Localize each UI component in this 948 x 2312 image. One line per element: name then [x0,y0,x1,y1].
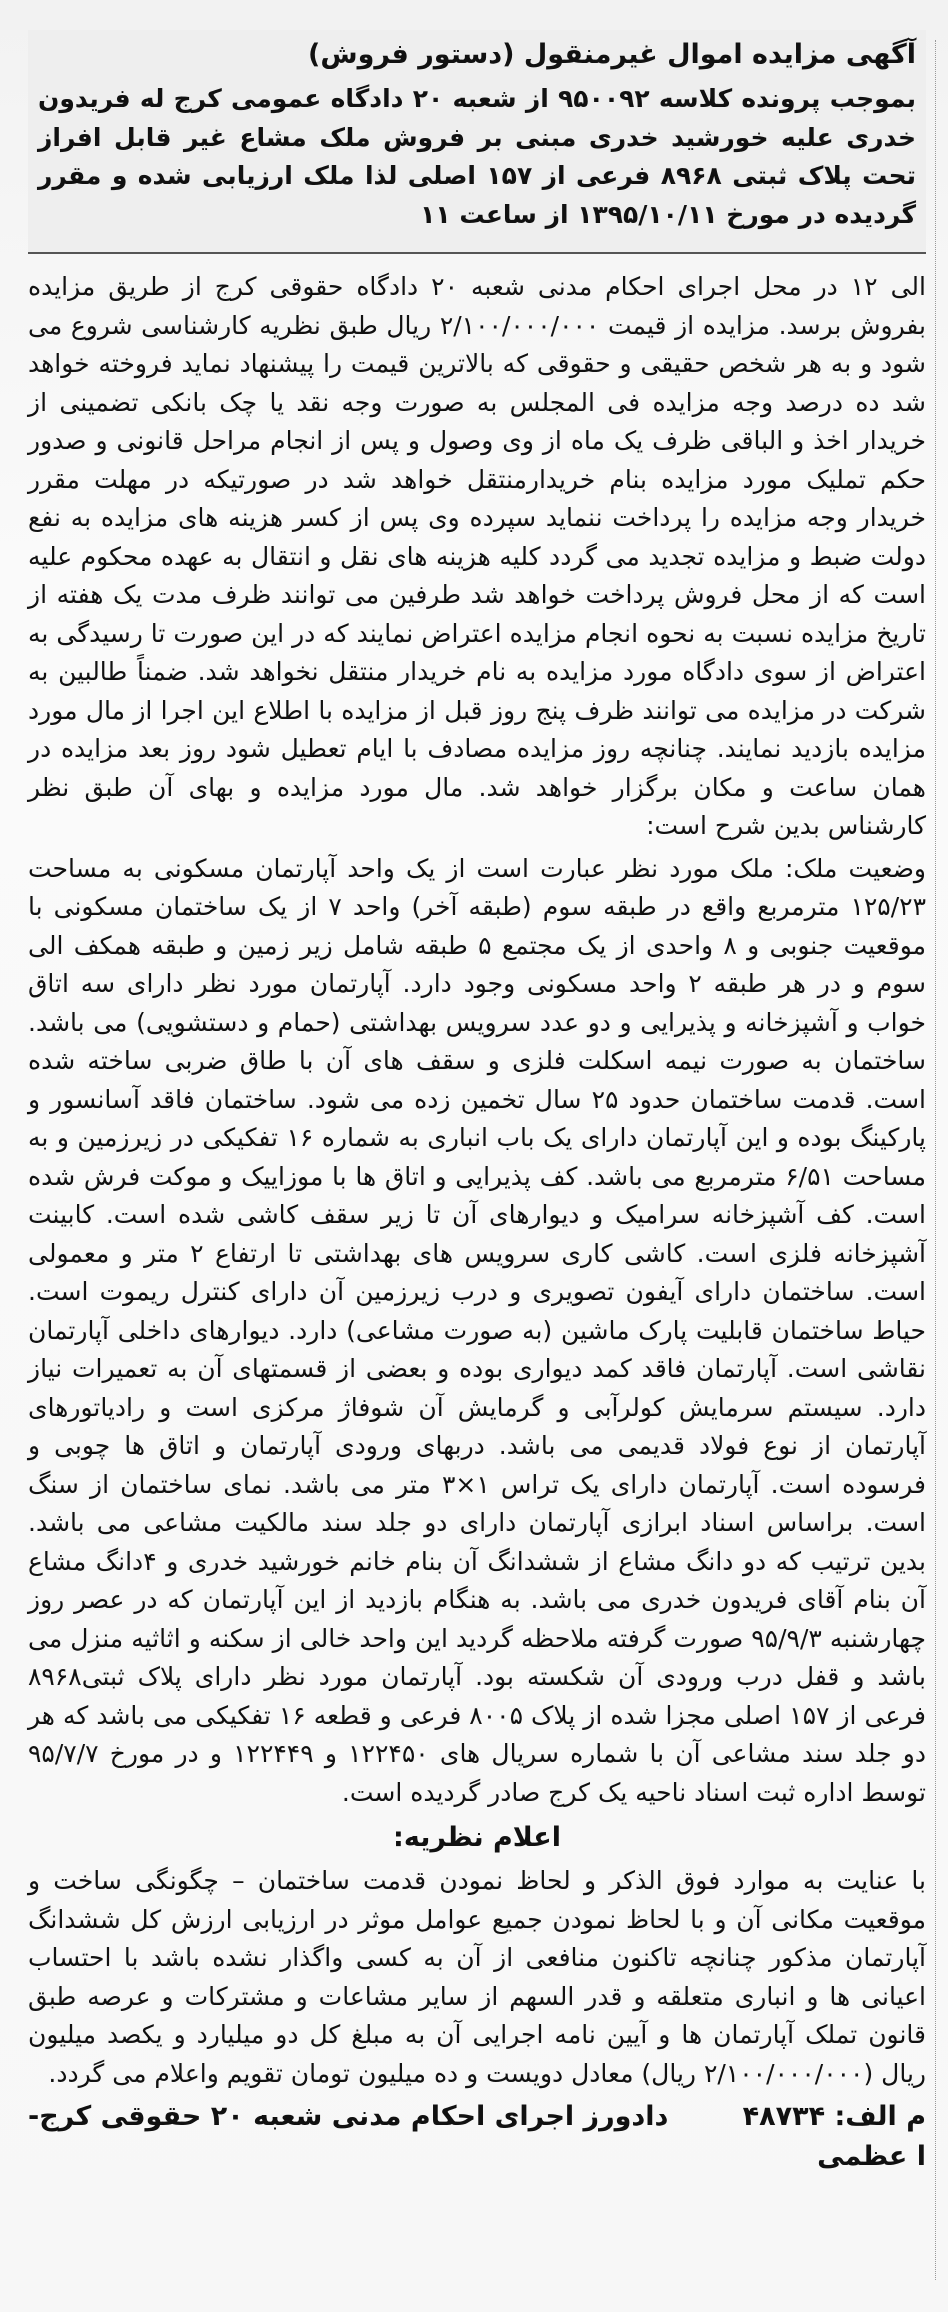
auction-terms: الی ۱۲ در محل اجرای احکام مدنی شعبه ۲۰ دادگاه حقوقی کرج از طریق مزایده بفروش برسد. مزایده از قیمت ۲/۱۰۰/۰۰۰/۰۰۰ ریال طبق نظریه کارشناسی شروع می شود و به هر شخص حقیقی و حقوقی که بالاترین قیمت را پیشنهاد نماید فروخته خواهد شد ده درصد وجه مزایده فی المجلس به صورت وجه نقد یا چک بانکی تضمینی از خریدار اخذ و الباقی ظرف یک ماه از وی وصول و پس از انجام مراحل قانونی و صدور حکم تملیک مورد مزایده بنام خریدارمنتقل خواهد شد در صورتیکه در مهلت مقرر خریدار وجه مزایده را پرداخت ننماید سپرده وی پس از کسر هزینه های مزایده به نفع دولت ضبط و مزایده تجدید می گردد کلیه هزینه های نقل و انتقال به عهده محکوم علیه است که از محل فروش پرداخت خواهد شد طرفین می توانند ظرف مدت یک هفته از تاریخ مزایده نسبت به نحوه انجام مزایده اعتراض نمایند که در این صورت تا رسیدگی به اعتراض از سوی دادگاه مورد مزایده به نام خریدار منتقل نخواهد شد. ضمناً طالبین به شرکت در مزایده می توانند ظرف پنج روز قبل از مزایده با اطلاع این اجرا از مال مورد مزایده بازدید نمایند. چنانچه روز مزایده مصادف با ایام تعطیل شود روز بعد مزایده در همان ساعت و مکان برگزار خواهد شد. مال مورد مزایده و بهای آن طبق نظر کارشناس بدین شرح است: [28,272,926,840]
notice-footer [28,2097,926,2137]
notice-code: م الف: ۴۸۷۳۴ [742,2101,926,2132]
notice-title: آگهی مزایده اموال غیرمنقول (دستور فروش) [307,39,916,70]
signature-name: ا عظمی [817,2141,926,2172]
property-description: وضعیت ملک: ملک مورد نظر عبارت است از یک واحد آپارتمان مسکونی به مساحت ۱۲۵/۲۳ مترمربع واقع در طبقه سوم (طبقه آخر) واحد ۷ از یک ساختمان مسکونی با موقعیت جنوبی و ۸ واحدی از یک مجتمع ۵ طبقه شامل زیر زمین و طبقه همکف الی سوم و در هر طبقه ۲ واحد مسکونی وجود دارد. آپارتمان مورد نظر دارای سه اتاق خواب و آشپزخانه و پذیرایی و دو عدد سرویس بهداشتی (حمام و دستشویی) می باشد. ساختمان به صورت نیمه اسکلت فلزی و سقف های آن با طاق ضربی ساخته شده است. قدمت ساختمان حدود ۲۵ سال تخمین زده می شود. ساختمان فاقد آسانسور و پارکینگ بوده و این آپارتمان دارای یک باب انباری به شماره ۱۶ تفکیکی در زیرزمین و به مساحت ۶/۵۱ مترمربع می باشد. کف پذیرایی و اتاق ها با موزاییک و موکت فرش شده است. کف آشپزخانه سرامیک و دیوارهای آن تا زیر سقف کاشی شده است. کابینت آشپزخانه فلزی است. کاشی کاری سرویس های بهداشتی تا ارتفاع ۲ متر و معمولی است. ساختمان دارای آیفون تصویری و درب زیرزمین آن دارای کنترل ریموت است. حیاط ساختمان قابلیت پارک ماشین (به صورت مشاعی) دارد. دیوارهای داخلی آپارتمان نقاشی است. آپارتمان فاقد کمد دیواری بوده و بعضی از قسمتهای آن به تعمیرات نیاز دارد. سیستم سرمایش کولرآبی و گرمایش آن شوفاژ مرکزی است و رادیاتورهای آپارتمان از نوع فولاد قدیمی می باشد. دربهای ورودی آپارتمان و اتاق ها چوبی و فرسوده است. آپارتمان دارای یک تراس ۱×۳ متر می باشد. نمای ساختمان از سنگ است. براساس اسناد ابرازی آپارتمان دارای دو جلد سند مالکیت مشاعی می باشد. بدین ترتیب که دو دانگ مشاع از ششدانگ آن بنام خانم خورشید خدری و ۴دانگ مشاع آن بنام آقای فریدون خدری می باشد. به هنگام بازدید از این آپارتمان که در عصر روز چهارشنبه ۹۵/۹/۳ صورت گرفته ملاحظه گردید این واحد خالی از سکنه و اثاثیه منزل می باشد و قفل درب ورودی آن شکسته بود. آپارتمان مورد نظر دارای پلاک ثبتی۸۹۶۸ فرعی از ۱۵۷ اصلی مجزا شده از پلاک ۸۰۰۵ فرعی و قطعه ۱۶ تفکیکی می باشد که هر دو جلد سند مشاعی آن با شماره سریال های ۱۲۲۴۵۰ و ۱۲۲۴۴۹ و در مورخ ۹۵/۷/۷ توسط اداره ثبت اسناد ناحیه یک کرج صادر گردیده است. [28,853,927,1807]
notice-intro: بموجب پرونده کلاسه ۹۵۰۰۹۲ از شعبه ۲۰ دادگاه عمومی کرج له فریدون خدری علیه خورشید خدری مبنی بر فروش ملک مشاع غیر قابل افراز تحت پلاک ثبتی ۸۹۶۸ فرعی از ۱۵۷ اصلی لذا ملک ارزیابی شده و مقرر گردیده در مورخ ۱۳۹۵/۱۰/۱۱ از ساعت ۱۱ [38,84,916,229]
opinion-title: اعلام نظریه: [393,1822,561,1853]
opinion-text: با عنایت به موارد فوق الذکر و لحاظ نمودن قدمت ساختمان – چگونگی ساخت و موقعیت مکانی آن و با لحاظ نمودن جمیع عوامل موثر در ارزیابی ارزش کل ششدانگ آپارتمان مذکور چنانچه تاکنون منافعی از آن به کسی واگذار نشده باشد با احتساب اعیانی ها و انباری متعلقه و قدر السهم از سایر مشاعات و مشترکات و عرصه طبق قانون تملک آپارتمان ها و آیین نامه اجرایی آن به مبلغ کل دو میلیارد و یکصد میلیون ریال (۲/۱۰۰/۰۰۰/۰۰۰ ریال) معادل دویست و ده میلیون تومان تقویم واعلام می گردد. [28,1866,926,2088]
signature-line: دادورز اجرای احکام مدنی شعبه ۲۰ حقوقی کرج- [28,2101,669,2132]
scan-edge [935,40,944,2280]
notice-header [28,30,926,254]
